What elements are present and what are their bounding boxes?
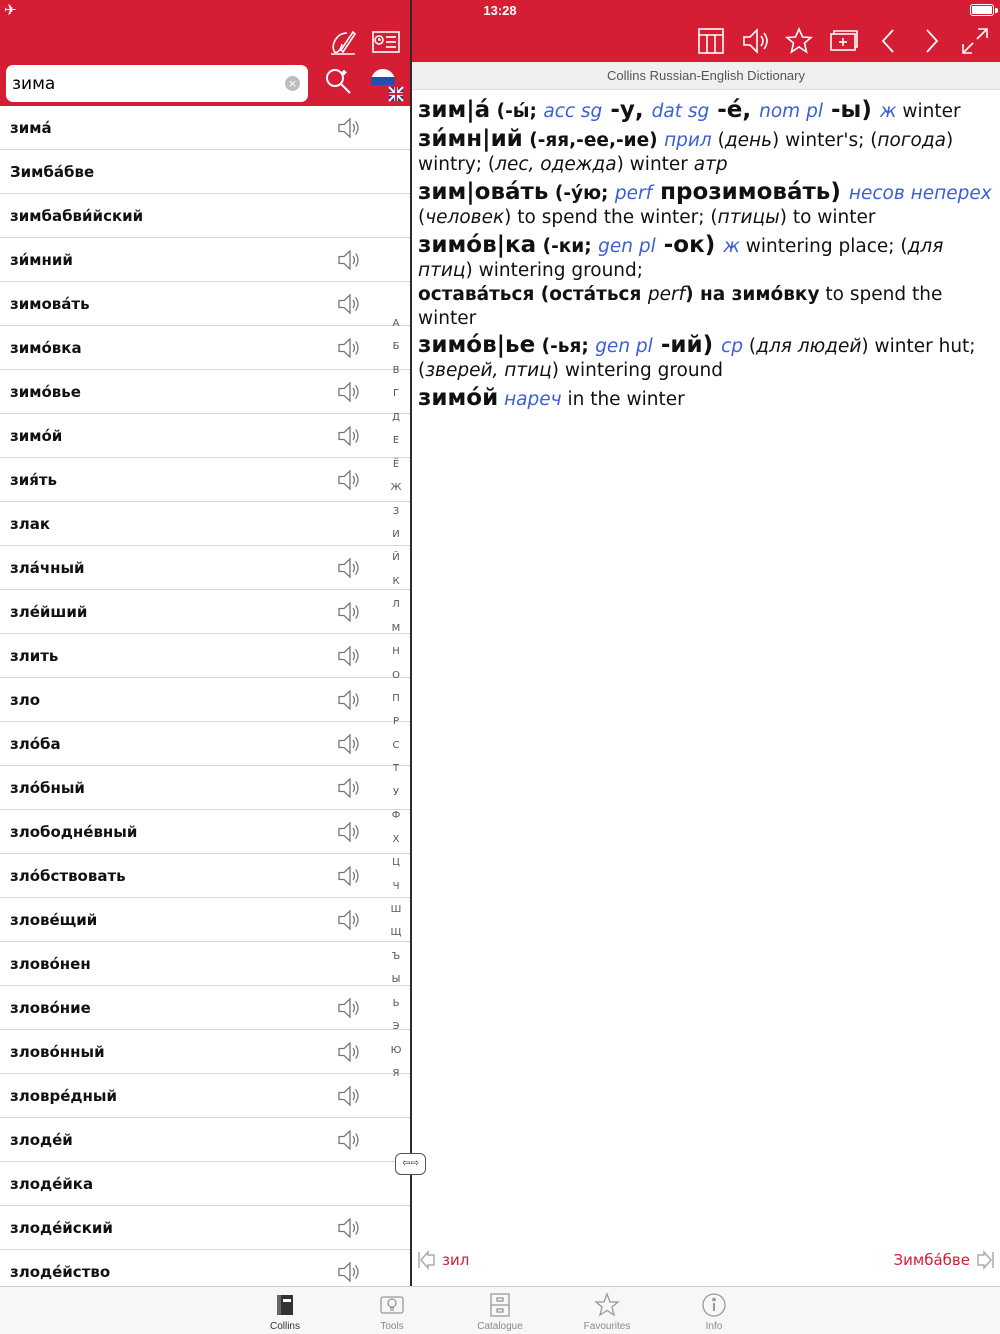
speaker-icon[interactable] (336, 247, 362, 273)
speaker-icon[interactable] (336, 995, 362, 1021)
list-item-word: зле́йший (10, 603, 88, 621)
alphabet-letter[interactable]: П (392, 693, 400, 704)
list-item[interactable] (0, 1118, 410, 1162)
clear-search-button[interactable]: × (285, 76, 300, 91)
speaker-icon[interactable] (740, 26, 770, 56)
list-item-word: зимова́ть (10, 295, 90, 313)
search-icon[interactable] (323, 66, 353, 96)
catalogue-cabinet-icon (486, 1291, 514, 1319)
list-item-word: зима́ (10, 119, 52, 137)
alphabet-letter[interactable]: Я (392, 1068, 400, 1079)
next-entry-link[interactable]: Зимба́бве (888, 1250, 994, 1274)
list-item[interactable] (0, 1162, 410, 1206)
dictionary-entry (418, 98, 996, 415)
speaker-icon[interactable] (336, 335, 362, 361)
alphabet-letter[interactable]: З (392, 505, 400, 517)
battery-icon (970, 4, 994, 16)
alphabet-letter[interactable]: М (391, 622, 401, 634)
speaker-icon[interactable] (336, 291, 362, 317)
list-item-word: зло́бный (10, 779, 85, 797)
speaker-icon[interactable] (336, 687, 362, 713)
collins-book-icon (271, 1291, 299, 1319)
alphabet-letter[interactable]: Ф (391, 810, 401, 822)
alphabet-letter[interactable]: О (392, 669, 400, 681)
list-item-word: зловóние (10, 999, 91, 1017)
list-item-word: зимо́й (10, 427, 63, 445)
dictionary-title: Collins Russian-English Dictionary (412, 62, 1000, 90)
list-item[interactable] (0, 722, 410, 766)
list-item-word: злоде́йство (10, 1263, 111, 1281)
speaker-icon[interactable] (336, 1083, 362, 1109)
speaker-icon[interactable] (336, 863, 362, 889)
list-item-word: злоде́йка (10, 1175, 94, 1193)
list-item-word: зимо́вка (10, 339, 82, 357)
list-item-word: зия́ть (10, 471, 58, 489)
list-item[interactable] (0, 194, 410, 238)
entry-zimniy: зи́мн|ий (-яя,-ее,-ие) прил (день) winter's; (погода) wintry; (лес, одежда) winter атр (418, 126, 954, 175)
alphabet-letter[interactable]: Ж (390, 482, 402, 494)
list-item[interactable] (0, 1206, 410, 1250)
list-item-word: злить (10, 647, 59, 665)
list-item-word: зла́чный (10, 559, 85, 577)
status-time: 13:28 (483, 3, 517, 18)
entry-zimovye: зимо́в|ье (-ья; gen pl -ий) ср (для людей) winter hut; (зверей, птиц) wintering ground (418, 332, 976, 381)
list-item[interactable] (0, 854, 410, 898)
entry-zimovka-phrase: остава́ться (оста́ться perf) на зимо́вку to spend the winter (418, 284, 943, 329)
favourite-star-icon[interactable] (784, 26, 814, 56)
list-item[interactable] (0, 106, 410, 150)
previous-entry-link[interactable]: зил (418, 1250, 475, 1274)
speaker-icon[interactable] (336, 1127, 362, 1153)
alphabet-letter[interactable]: С (392, 739, 400, 751)
list-item-word: зловóнен (10, 955, 91, 973)
search-input[interactable] (12, 65, 282, 102)
speaker-icon[interactable] (336, 115, 362, 141)
tab-tools[interactable]: Tools (352, 1291, 432, 1332)
alphabet-letter[interactable]: Э (392, 1021, 400, 1033)
alphabet-letter[interactable]: Р (392, 716, 400, 728)
alphabet-letter[interactable]: Ё (392, 458, 400, 470)
speaker-icon[interactable] (336, 643, 362, 669)
speaker-icon[interactable] (336, 1215, 362, 1241)
alphabet-letter[interactable]: А (392, 318, 400, 329)
airplane-icon: ✈ (4, 1, 17, 19)
list-item-word: зло́бствовать (10, 867, 126, 885)
list-item[interactable] (0, 898, 410, 942)
list-item-word: Зимба́бве (10, 163, 95, 181)
list-item[interactable] (0, 590, 410, 634)
alphabet-letter[interactable]: Г (392, 388, 400, 400)
alphabet-letter[interactable]: В (392, 364, 400, 376)
tools-lightbulb-icon (378, 1291, 406, 1319)
status-bar (0, 0, 1000, 22)
entry-zimovka: зимо́в|ка (-ки; gen pl -ок) ж wintering place; (для птиц) wintering ground; (418, 232, 944, 281)
alphabet-letter[interactable]: Ъ (391, 950, 401, 962)
pane-resize-handle[interactable]: ⇦⇨ (395, 1153, 426, 1175)
search-box (6, 65, 308, 102)
alphabet-letter[interactable]: К (392, 575, 400, 587)
tab-info[interactable]: Info (674, 1291, 754, 1332)
list-item[interactable] (0, 458, 410, 502)
list-item-word: зловóнный (10, 1043, 105, 1061)
alphabet-letter[interactable]: Л (392, 599, 400, 611)
word-list-pane (0, 0, 410, 1286)
tab-bar (0, 1286, 1000, 1334)
alphabet-letter[interactable]: Х (392, 833, 400, 845)
list-item[interactable] (0, 502, 410, 546)
entry-zima: зим|а́ (-ы́; acc sg -у, dat sg -е́, nom pl -ы) ж winter (418, 97, 961, 123)
list-item-word: злободне́вный (10, 823, 138, 841)
tab-collins[interactable]: Collins (245, 1291, 325, 1332)
alphabet-letter[interactable]: Ч (392, 880, 400, 892)
list-item[interactable] (0, 238, 410, 282)
list-item-word: зимбабви́йский (10, 207, 144, 225)
list-item[interactable] (0, 810, 410, 854)
list-item[interactable] (0, 942, 410, 986)
speaker-icon[interactable] (336, 379, 362, 405)
list-item[interactable] (0, 634, 410, 678)
speaker-icon[interactable] (336, 731, 362, 757)
list-item[interactable] (0, 326, 410, 370)
alphabet-letter[interactable]: Н (392, 646, 400, 658)
previous-entry-icon (418, 1250, 436, 1270)
list-item-word: зло (10, 691, 41, 709)
list-item[interactable] (0, 546, 410, 590)
alphabet-letter[interactable]: У (392, 786, 400, 798)
entry-pane (412, 0, 1000, 1286)
speaker-icon[interactable] (336, 423, 362, 449)
fullscreen-icon[interactable] (960, 26, 990, 56)
next-entry-icon (976, 1250, 994, 1270)
ru-en-flag-icon[interactable] (370, 68, 404, 102)
list-item-word: злоде́йский (10, 1219, 113, 1237)
alphabet-letter[interactable]: Ц (392, 857, 400, 869)
list-item[interactable] (0, 282, 410, 326)
alphabet-letter[interactable]: Ь (392, 997, 400, 1009)
list-item[interactable] (0, 150, 410, 194)
alphabet-letter[interactable]: Е (392, 435, 400, 447)
list-item[interactable] (0, 766, 410, 810)
list-item-word: злове́щий (10, 911, 98, 929)
speaker-icon[interactable] (336, 1259, 362, 1285)
speaker-icon[interactable] (336, 1039, 362, 1065)
list-item-word: зловре́дный (10, 1087, 117, 1105)
alphabet-letter[interactable]: Ш (390, 903, 402, 915)
list-item-word: зло́ба (10, 735, 61, 753)
speaker-icon[interactable] (336, 907, 362, 933)
forward-arrow-icon[interactable] (916, 26, 946, 56)
word-list (0, 106, 410, 1294)
favourites-star-icon (593, 1291, 621, 1319)
tab-favourites[interactable]: Favourites (567, 1291, 647, 1332)
alphabet-letter[interactable]: Ю (390, 1044, 402, 1056)
alphabet-letter[interactable]: Т (392, 763, 400, 775)
alphabet-letter[interactable]: И (392, 528, 400, 540)
speaker-icon[interactable] (336, 599, 362, 625)
list-item[interactable] (0, 678, 410, 722)
alphabet-letter[interactable]: Б (392, 341, 400, 353)
tab-catalogue[interactable]: Catalogue (460, 1291, 540, 1332)
back-arrow-icon[interactable] (874, 26, 904, 56)
handwriting-icon[interactable] (327, 26, 359, 58)
history-icon[interactable] (370, 26, 402, 58)
list-item[interactable] (0, 1030, 410, 1074)
list-item-word: зимо́вье (10, 383, 81, 401)
list-item[interactable] (0, 1074, 410, 1118)
add-card-icon[interactable] (828, 26, 858, 56)
speaker-icon[interactable] (336, 555, 362, 581)
list-item[interactable] (0, 414, 410, 458)
info-icon (700, 1291, 728, 1319)
alphabet-letter[interactable]: Ы (391, 974, 401, 986)
layout-icon[interactable] (696, 26, 726, 56)
speaker-icon[interactable] (336, 819, 362, 845)
speaker-icon[interactable] (336, 775, 362, 801)
list-item-word: зи́мний (10, 251, 73, 269)
entry-zimoy: зимо́й нареч in the winter (418, 385, 685, 411)
list-item-word: злоде́й (10, 1131, 73, 1149)
alphabet-letter[interactable]: Д (392, 411, 400, 423)
list-item[interactable] (0, 986, 410, 1030)
alphabet-letter[interactable]: Щ (390, 927, 402, 939)
speaker-icon[interactable] (336, 467, 362, 493)
alphabet-letter[interactable]: Й (392, 552, 400, 564)
alphabet-index[interactable] (386, 312, 406, 1085)
list-item[interactable] (0, 370, 410, 414)
entry-zimovat: зим|ова́ть (-у́ю; perf прозимова́ть) несов неперех (человек) to spend the winter; (птицы) to winter (418, 179, 992, 228)
list-item-word: злак (10, 515, 51, 533)
